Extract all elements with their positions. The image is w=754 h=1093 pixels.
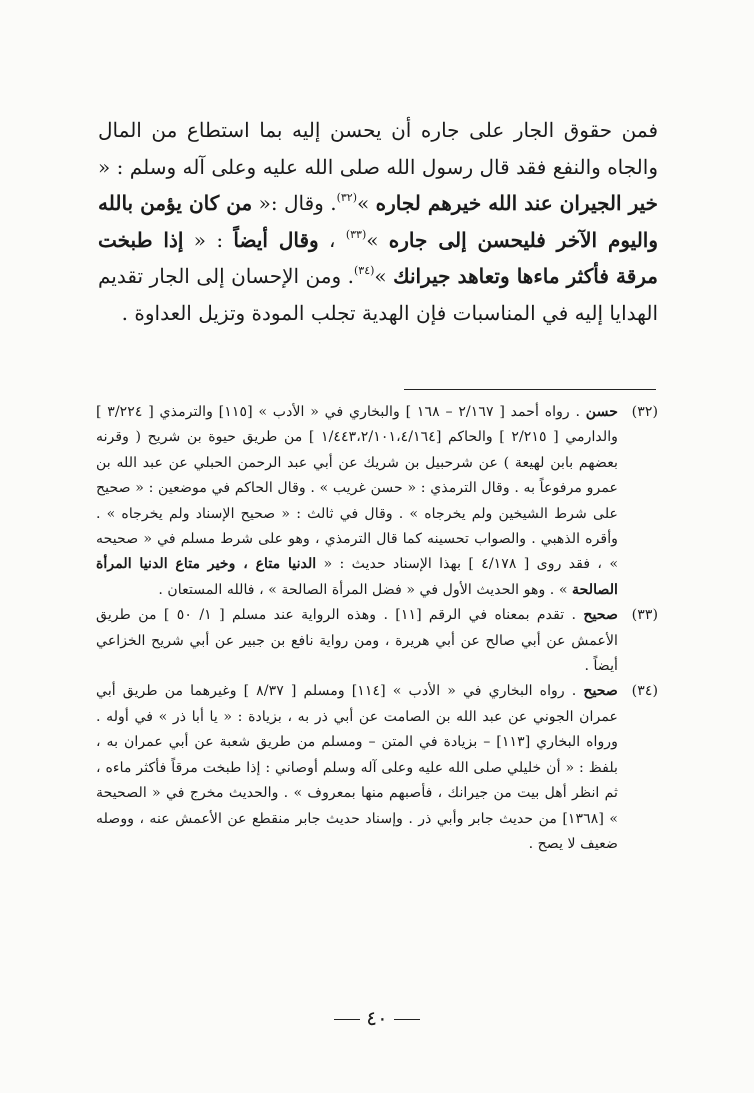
footnote-32 xyxy=(96,400,658,603)
main-text-segment: ، xyxy=(318,227,346,252)
footnote-number: (٣٣) xyxy=(631,607,658,624)
footnote-body xyxy=(96,400,618,603)
footnote-ref: (٣٢) xyxy=(336,191,358,204)
footnote-body xyxy=(96,603,618,679)
main-text-segment: . وقال :« xyxy=(252,191,337,215)
main-text-segment: : « xyxy=(183,227,234,252)
hadith-quote: الدنيا متاع ، وخير متاع الدنيا المرأة الصالحة xyxy=(96,556,618,598)
hadith-quote: من كان يؤمن بالله واليوم الآخر فليحسن إلى جاره xyxy=(98,191,659,252)
footnote-33 xyxy=(96,603,658,679)
footnote-body xyxy=(96,679,618,857)
main-text-segment: فمن حقوق الجار على جاره أن يحسن إليه بما استطاع من المال والجاه والنفع فقد قال رسول الله صلى الله عليه وعلى آله وسلم : « xyxy=(98,118,658,179)
main-text-segment: » xyxy=(357,191,376,215)
footnote-34 xyxy=(96,679,658,857)
hadith-grade: صحيح xyxy=(583,683,618,700)
page-number xyxy=(0,1006,754,1030)
dash-right xyxy=(394,1019,420,1020)
dash-left xyxy=(334,1019,360,1020)
bold-phrase: وقال أيضاً xyxy=(233,227,319,252)
main-text-segment: » xyxy=(366,227,389,252)
footnote-ref: (٣٣) xyxy=(345,227,367,241)
main-text-segment: . ومن الإحسان إلى الجار تقديم الهدايا إليه في المناسبات فإن الهدية تجلب المودة وتزيل العداوة . xyxy=(98,264,658,325)
hadith-quote: خير الجيران عند الله خيرهم لجاره xyxy=(375,191,658,215)
hadith-grade: حسن xyxy=(585,404,618,420)
footnote-number: (٣٢) xyxy=(631,404,658,420)
footnote-number: (٣٤) xyxy=(631,683,658,700)
footnote-text: . رواه أحمد [ ٢/١٦٧ – ١٦٨ ] والبخاري في « الأدب » [١١٥] والترمذي [ ٣/٢٢٤ ] والدارمي [ ٢/٢١٥ ] والحاكم [١/٤٤٣،٢/١٠١،٤/١٦٤ ] من طريق حيوة بن شريح ( وقرنه بعضهم بابن لهيعة ) عن شرحبيل بن شريك عن أبي عبد الرحمن الحبلي عن عبد الله بن عمرو مرفوعاً به . وقال الترمذي : « حسن غريب » . وقال الحاكم في موضعين : « صحيح على شرط الشيخين ولم يخرجاه » . وقال في ثالث : « صحيح الإسناد ولم يخرجاه » . وأقره الذهبي . والصواب تحسينه كما قال الترمذي ، وهو على شرط مسلم في « صحيحه » ، فقد روى [ ٤/١٧٨ ] بهذا الإسناد حديث : « xyxy=(96,404,618,573)
footnote-text: . تقدم بمعناه في الرقم [١١] . وهذه الرواية عند مسلم [ ١/ ٥٠ ] من طريق الأعمش عن أبي صالح عن أبي هريرة ، ومن رواية نافع بن جبير عن أبي شريح الخزاعي أيضاً . xyxy=(96,607,618,675)
footnote-text: . رواه البخاري في « الأدب » [١١٤] ومسلم [ ٨/٣٧ ] وغيرهما من طريق أبي عمران الجوني عن عبد الله بن الصامت عن أبي ذر به ، بزيادة : « يا أبا ذر » في أوله . ورواه البخاري [١١٣] – بزيادة في المتن – ومسلم من طريق شعبة عن أبي عمران به ، بلفظ : « أن خليلي صلى الله عليه وعلى آله وسلم أوصاني : إذا طبخت مرقاً فأكثر ماءه ، ثم انظر أهل بيت من جيرانك ، فأصبهم منها بمعروف » . والحديث مخرج في « الصحيحة » [١٣٦٨] من حديث جابر وأبي ذر . وإسناد حديث جابر منقطع عن الأعمش عنه ، ووصله ضعيف لا يصح . xyxy=(96,683,619,852)
hadith-quote: إذا طبخت مرقة فأكثر ماءها وتعاهد جيرانك xyxy=(98,227,659,288)
main-text-segment: » xyxy=(374,264,394,288)
footnote-text: » . وهو الحديث الأول في « فضل المرأة الصالحة » ، فالله المستعان . xyxy=(158,581,573,598)
page-number-text: ٤٠ xyxy=(366,1006,388,1030)
footnote-ref: (٣٤) xyxy=(353,264,375,277)
hadith-grade: صحيح xyxy=(583,607,618,624)
main-text xyxy=(98,112,658,331)
footnote-separator xyxy=(404,389,656,390)
footnotes xyxy=(96,400,658,857)
